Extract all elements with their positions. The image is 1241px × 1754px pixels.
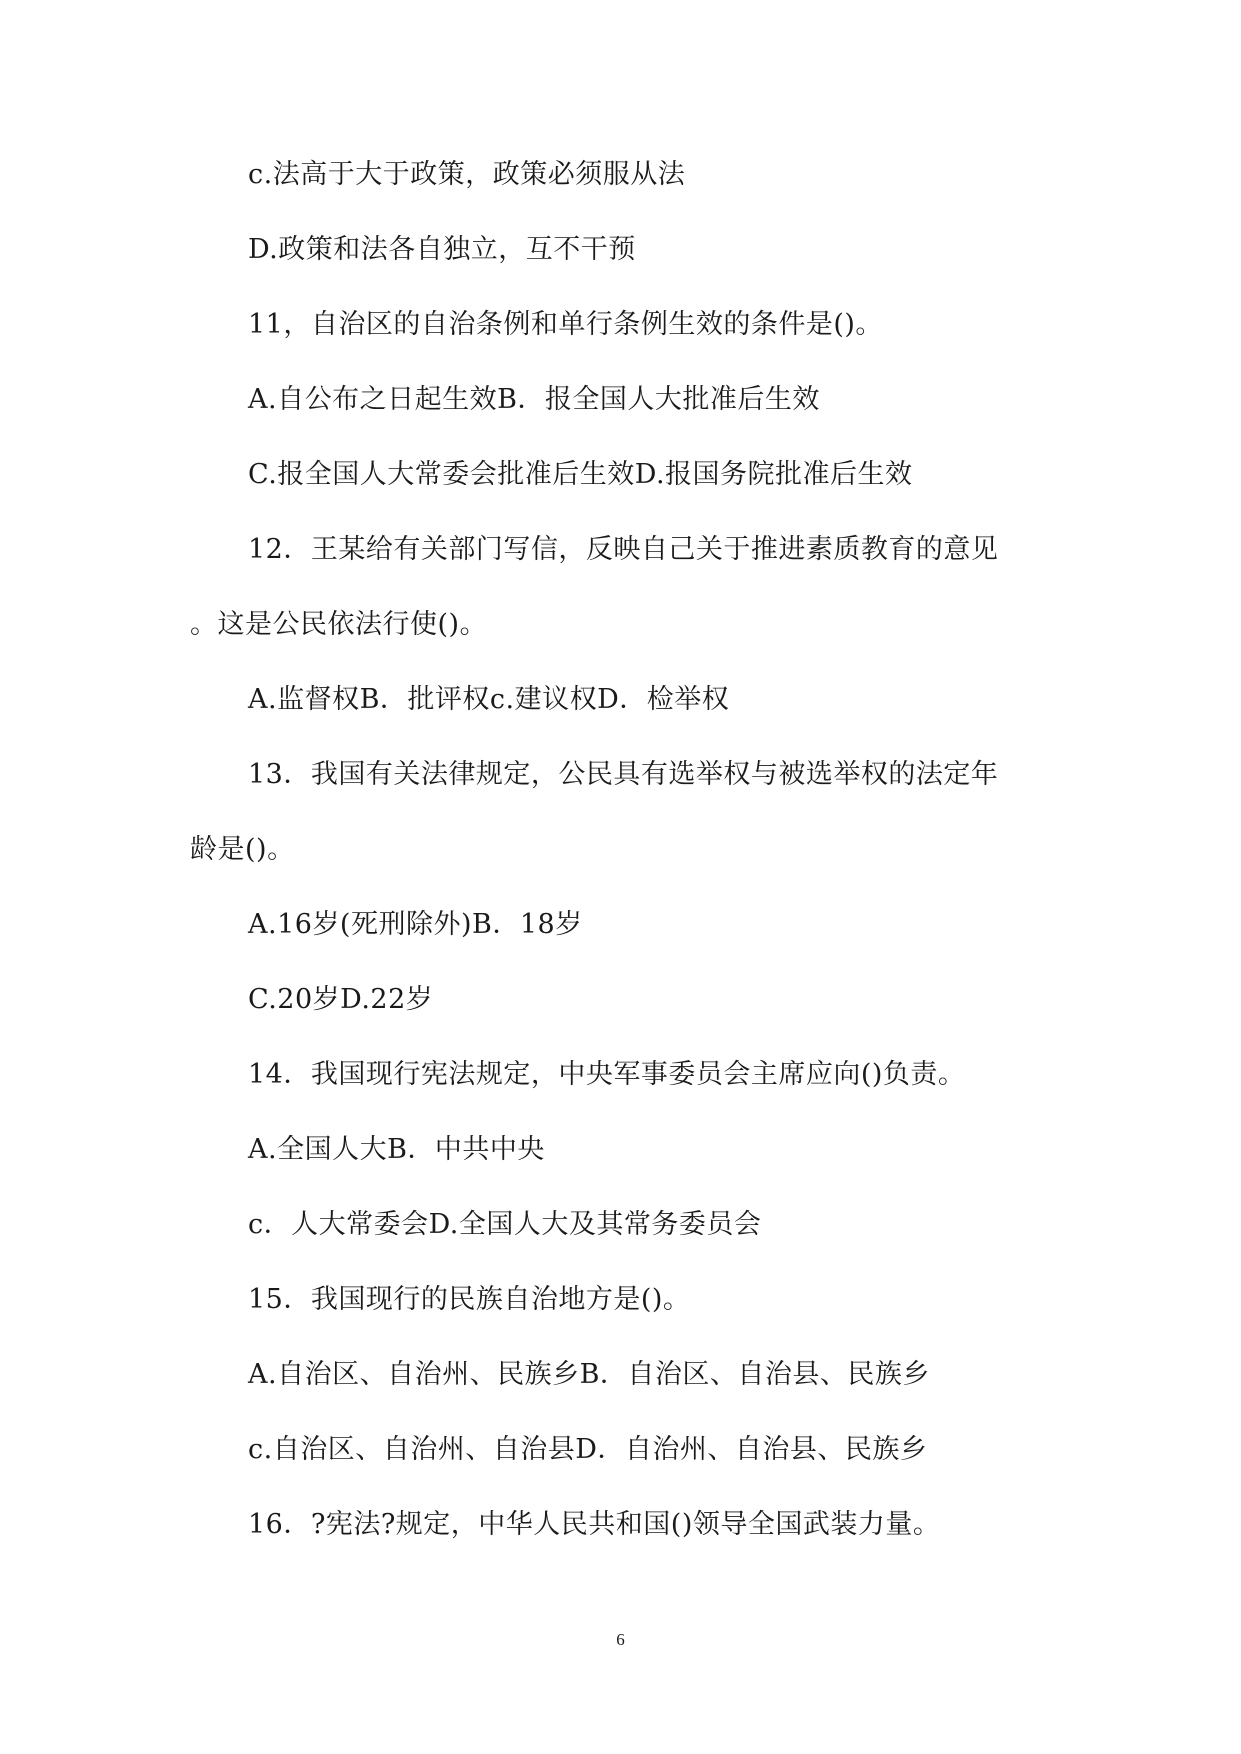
option-line: C.20岁D.22岁 (248, 984, 434, 1015)
option-line: A.监督权B．批评权c.建议权D．检举权 (248, 684, 730, 715)
question-line: 16．?宪法?规定，中华人民共和国()领导全国武装力量。 (248, 1509, 941, 1540)
page-number: 6 (616, 1630, 625, 1649)
option-line: D.政策和法各自独立，互不干预 (248, 234, 636, 265)
question-line: 11，自治区的自治条例和单行条例生效的条件是()。 (248, 309, 883, 340)
question-line: 15．我国现行的民族自治地方是()。 (248, 1284, 691, 1315)
option-line: C.报全国人大常委会批准后生效D.报国务院批准后生效 (248, 459, 913, 490)
option-line: A.16岁(死刑除外)B．18岁 (248, 909, 583, 940)
option-line: A.全国人大B．中共中央 (248, 1134, 545, 1165)
question-line: 14．我国现行宪法规定，中央军事委员会主席应向()负责。 (248, 1059, 966, 1090)
question-line: 13．我国有关法律规定，公民具有选举权与被选举权的法定年 (248, 759, 999, 790)
option-line: A.自治区、自治州、民族乡B．自治区、自治县、民族乡 (248, 1359, 930, 1390)
option-line: c.法高于大于政策，政策必须服从法 (248, 159, 686, 190)
option-line: A.自公布之日起生效B．报全国人大批准后生效 (248, 384, 820, 415)
option-line: c.自治区、自治州、自治县D．自治州、自治县、民族乡 (248, 1434, 928, 1465)
option-line: c．人大常委会D.全国人大及其常务委员会 (248, 1209, 762, 1240)
question-line-continued: 龄是()。 (190, 834, 295, 865)
question-line: 12．王某给有关部门写信，反映自己关于推进素质教育的意见 (248, 534, 999, 565)
question-line-continued: 。这是公民依法行使()。 (190, 609, 488, 640)
